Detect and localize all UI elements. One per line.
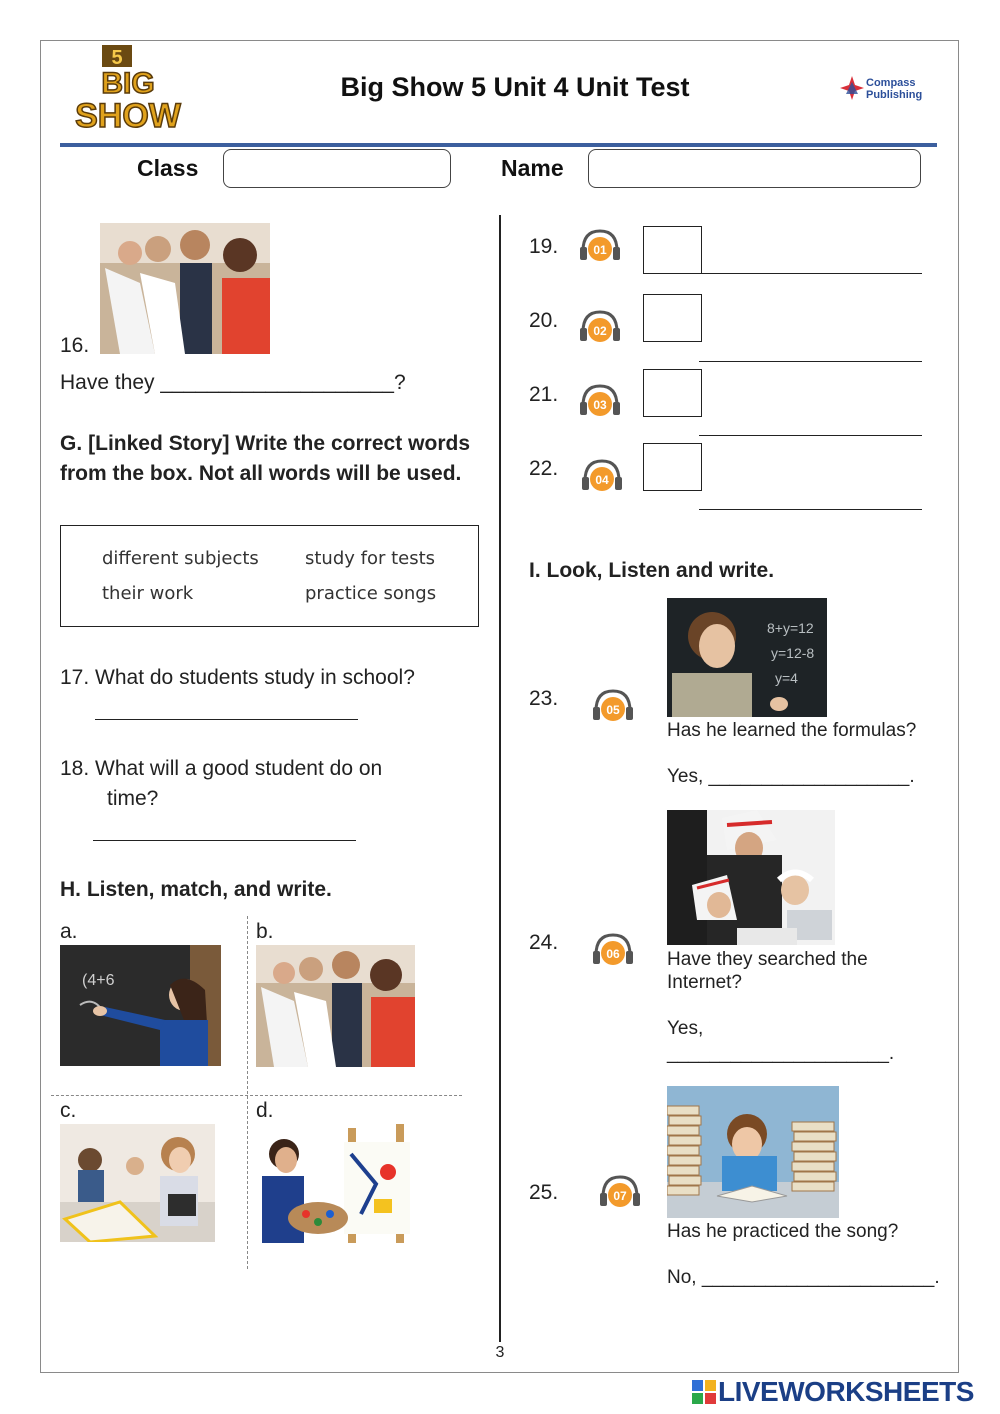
name-label: Name	[501, 155, 564, 181]
svg-text:03: 03	[593, 398, 607, 412]
svg-text:8+y=12: 8+y=12	[767, 620, 814, 636]
photo-children-singing	[100, 223, 270, 354]
svg-text:06: 06	[606, 947, 620, 961]
q24-answer-line1: Yes,	[667, 1018, 704, 1039]
svg-text:(4+6: (4+6	[82, 972, 115, 989]
compass-publishing-logo	[838, 74, 933, 104]
q23-question: Has he learned the formulas?	[667, 720, 917, 741]
svg-text:y=4: y=4	[775, 670, 798, 686]
publishing-text: Publishing	[866, 89, 923, 101]
svg-text:02: 02	[593, 324, 607, 338]
header-rule	[60, 143, 937, 147]
class-label: Class	[137, 155, 199, 181]
q21-answer-box[interactable]	[643, 369, 702, 417]
section-i-title: I. Look, Listen and write.	[529, 559, 775, 582]
q18-line2: time?	[107, 787, 159, 810]
headphones-audio-03-icon[interactable]	[578, 382, 622, 420]
q22-answer-box[interactable]	[643, 443, 702, 491]
liveworksheets-icon	[692, 1380, 716, 1404]
q22-answer-line[interactable]	[699, 509, 922, 510]
q19-answer-box[interactable]	[643, 226, 702, 274]
section-h-title: H. Listen, match, and write.	[60, 878, 332, 901]
q25-number: 25.	[529, 1181, 559, 1204]
word-box	[60, 525, 479, 627]
q23-answer[interactable]: Yes, ___________________.	[667, 766, 915, 787]
compass-text: Compass	[866, 77, 916, 89]
svg-text:SHOW: SHOW	[75, 97, 181, 133]
q18-line1: 18. What will a good student do on	[60, 757, 383, 780]
q24-question-line2: Internet?	[667, 972, 742, 993]
match-grid-vertical	[247, 916, 248, 1269]
q24-answer-line2[interactable]: _____________________.	[667, 1043, 895, 1064]
svg-text:y=12-8: y=12-8	[771, 645, 815, 661]
logo-number: 5	[111, 47, 123, 69]
q19-answer-line[interactable]	[702, 273, 922, 274]
match-grid-horizontal	[51, 1095, 462, 1096]
q24-number: 24.	[529, 931, 559, 954]
option-b-label: b.	[256, 920, 274, 943]
photo-children-singing-small[interactable]	[256, 945, 415, 1067]
word-option: their work	[102, 583, 194, 604]
q20-number: 20.	[529, 309, 559, 332]
photo-boy-chalkboard	[667, 598, 827, 717]
photo-boy-books	[667, 1086, 839, 1218]
q17-answer-line[interactable]	[95, 719, 358, 720]
page-number: 3	[495, 1344, 505, 1361]
word-option: practice songs	[305, 583, 437, 604]
section-g-title: G. [Linked Story] Write the correct words from the box. Not all words will be used.	[60, 432, 470, 485]
class-input[interactable]	[223, 149, 451, 188]
headphones-audio-07-icon[interactable]	[598, 1173, 642, 1211]
q25-answer[interactable]: No, ______________________.	[667, 1267, 940, 1288]
photo-girl-robot[interactable]	[60, 1124, 215, 1242]
q18-answer-line[interactable]	[93, 840, 356, 841]
q23-number: 23.	[529, 687, 559, 710]
liveworksheets-logo	[692, 1376, 992, 1408]
option-d-label: d.	[256, 1099, 274, 1122]
column-divider	[499, 215, 501, 1342]
option-c-label: c.	[60, 1099, 77, 1122]
photo-family-laptop	[667, 810, 835, 945]
q24-question-line1: Have they searched the	[667, 949, 868, 970]
q20-answer-line[interactable]	[699, 361, 922, 362]
svg-text:07: 07	[613, 1189, 627, 1203]
svg-text:BIG: BIG	[101, 67, 155, 100]
q21-answer-line[interactable]	[699, 435, 922, 436]
headphones-audio-04-icon[interactable]	[580, 457, 624, 495]
q25-question: Has he practiced the song?	[667, 1221, 899, 1242]
compass-star-icon	[838, 74, 866, 102]
headphones-audio-05-icon[interactable]	[591, 687, 635, 725]
q20-answer-box[interactable]	[643, 294, 702, 342]
word-option: different subjects	[102, 548, 259, 569]
page-title: Big Show 5 Unit 4 Unit Test	[340, 72, 690, 102]
headphones-audio-01-icon[interactable]	[578, 227, 622, 265]
photo-boy-painting[interactable]	[256, 1124, 411, 1243]
photo-girl-chalkboard[interactable]	[60, 945, 221, 1066]
headphones-audio-06-icon[interactable]	[591, 931, 635, 969]
headphones-audio-02-icon[interactable]	[578, 308, 622, 346]
q17-text: 17. What do students study in school?	[60, 666, 415, 689]
liveworksheets-text: LIVEWORKSHEETS	[718, 1376, 974, 1407]
svg-text:04: 04	[595, 473, 609, 487]
option-a-label: a.	[60, 920, 78, 943]
q16-number: 16.	[60, 334, 90, 357]
q16-prompt[interactable]: Have they ____________________?	[60, 371, 406, 394]
word-option: study for tests	[305, 548, 436, 569]
q21-number: 21.	[529, 383, 559, 406]
name-input[interactable]	[588, 149, 921, 188]
q19-number: 19.	[529, 235, 559, 258]
big-show-logo	[72, 45, 184, 133]
svg-text:05: 05	[606, 703, 620, 717]
svg-text:01: 01	[593, 243, 607, 257]
q22-number: 22.	[529, 457, 559, 480]
